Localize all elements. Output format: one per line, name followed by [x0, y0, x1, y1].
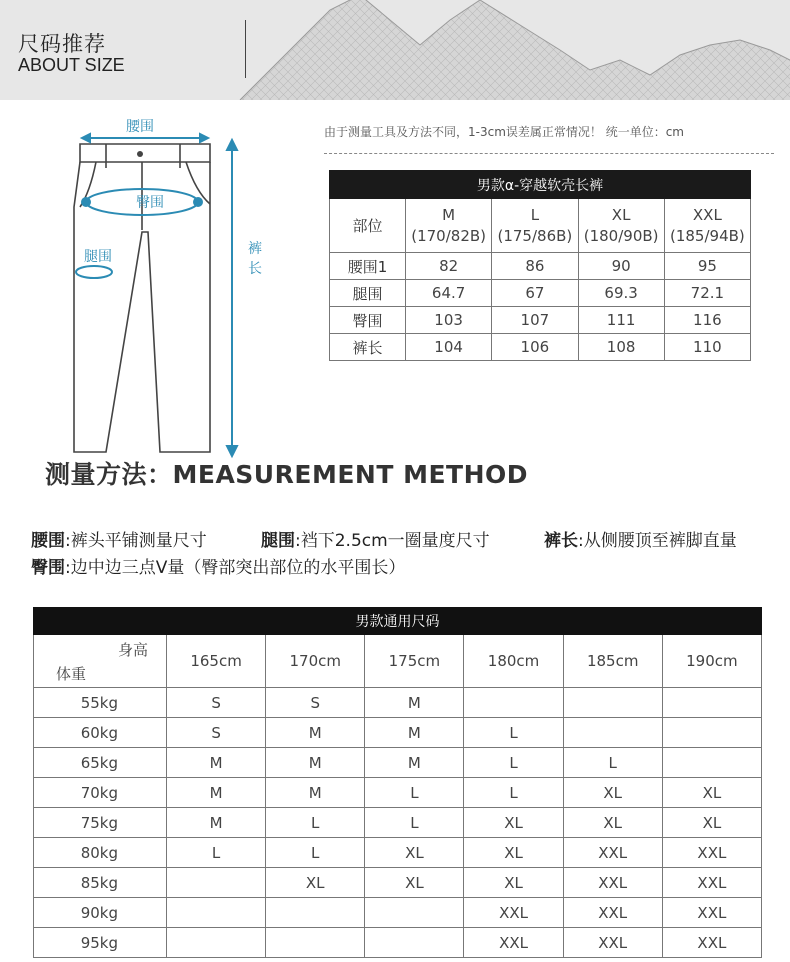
- size-cell: M: [167, 748, 266, 778]
- table-row: [330, 334, 751, 361]
- product-size-table: [329, 170, 751, 361]
- size-cell: L: [266, 808, 365, 838]
- weight-axis-label: 体重: [56, 665, 87, 683]
- page-title-en: ABOUT SIZE: [18, 55, 125, 75]
- size-cell: M: [365, 748, 464, 778]
- height-header: 175cm: [365, 635, 464, 688]
- banner-divider: [245, 20, 246, 78]
- thigh-label: 腿围: [84, 249, 112, 265]
- row-label: 腿围: [330, 280, 406, 307]
- size-cell: [266, 928, 365, 958]
- size-cell: [365, 898, 464, 928]
- size-header: XXL (185/94B): [664, 199, 750, 253]
- size-cell: XL: [662, 778, 761, 808]
- size-cell: [662, 718, 761, 748]
- size-header: M (170/82B): [406, 199, 492, 253]
- size-cell: XXL: [563, 838, 662, 868]
- note-divider: [324, 153, 774, 154]
- size-cell: L: [167, 838, 266, 868]
- table-row: [34, 928, 762, 958]
- table-row: [330, 280, 751, 307]
- height-header: 170cm: [266, 635, 365, 688]
- row-label: 腰围1: [330, 253, 406, 280]
- table-cell: 107: [492, 307, 578, 334]
- method-hip-label: 臀围: [31, 558, 65, 578]
- size-cell: XXL: [662, 898, 761, 928]
- table-cell: 110: [664, 334, 750, 361]
- size-cell: XXL: [563, 868, 662, 898]
- table-cell: 106: [492, 334, 578, 361]
- row-label: 臀围: [330, 307, 406, 334]
- size-cell: [365, 928, 464, 958]
- table-corner-label: 部位: [330, 199, 406, 253]
- size-cell: M: [365, 718, 464, 748]
- size-cell: [464, 688, 563, 718]
- size-cell: XL: [464, 808, 563, 838]
- size-cell: XXL: [464, 928, 563, 958]
- size-cell: XXL: [662, 868, 761, 898]
- size-cell: XL: [464, 868, 563, 898]
- size-cell: XL: [464, 838, 563, 868]
- table-cell: 108: [578, 334, 664, 361]
- size-cell: XXL: [662, 928, 761, 958]
- table-cell: 95: [664, 253, 750, 280]
- weight-label: 90kg: [34, 898, 167, 928]
- general-size-table: [33, 607, 762, 958]
- table-row: [34, 748, 762, 778]
- pants-diagram: [60, 112, 260, 466]
- pants-outline-icon: [60, 112, 260, 462]
- table-row: [330, 307, 751, 334]
- table-cell: 90: [578, 253, 664, 280]
- table-row: [34, 868, 762, 898]
- size-cell: M: [167, 778, 266, 808]
- table-corner: [34, 635, 167, 688]
- size-cell: M: [167, 808, 266, 838]
- size-cell: [662, 688, 761, 718]
- size-cell: S: [266, 688, 365, 718]
- method-length-text: :从侧腰顶至裤脚直量: [578, 531, 737, 551]
- height-axis-label: 身高: [117, 641, 148, 659]
- height-header: 185cm: [563, 635, 662, 688]
- size-cell: [266, 898, 365, 928]
- size-cell: [662, 748, 761, 778]
- general-table-title: 男款通用尺码: [34, 608, 762, 635]
- size-cell: XXL: [464, 898, 563, 928]
- table-row: [330, 253, 751, 280]
- size-cell: L: [563, 748, 662, 778]
- height-header: 190cm: [662, 635, 761, 688]
- size-cell: L: [464, 718, 563, 748]
- size-cell: M: [266, 778, 365, 808]
- size-cell: XL: [266, 868, 365, 898]
- table-row: [34, 808, 762, 838]
- weight-label: 75kg: [34, 808, 167, 838]
- table-cell: 64.7: [406, 280, 492, 307]
- height-header: 165cm: [167, 635, 266, 688]
- size-cell: XL: [365, 838, 464, 868]
- size-cell: XXL: [563, 928, 662, 958]
- table-cell: 69.3: [578, 280, 664, 307]
- table-row: [34, 718, 762, 748]
- weight-label: 80kg: [34, 838, 167, 868]
- method-waist-text: :裤头平铺测量尺寸: [65, 531, 207, 551]
- size-cell: [167, 928, 266, 958]
- page-title-cn: 尺码推荐: [18, 32, 106, 56]
- size-cell: XXL: [563, 898, 662, 928]
- size-header: L (175/86B): [492, 199, 578, 253]
- size-cell: L: [464, 778, 563, 808]
- table-row: [34, 898, 762, 928]
- table-row: [34, 838, 762, 868]
- weight-label: 60kg: [34, 718, 167, 748]
- weight-label: 70kg: [34, 778, 167, 808]
- size-header: XL (180/90B): [578, 199, 664, 253]
- size-cell: XL: [563, 808, 662, 838]
- method-length-label: 裤长: [544, 531, 578, 551]
- weight-label: 65kg: [34, 748, 167, 778]
- size-cell: [563, 718, 662, 748]
- size-cell: L: [464, 748, 563, 778]
- table-row: [34, 688, 762, 718]
- mountain-wireframe-graphic: [0, 0, 790, 100]
- table-cell: 103: [406, 307, 492, 334]
- size-cell: XXL: [662, 838, 761, 868]
- table-cell: 104: [406, 334, 492, 361]
- size-cell: XL: [563, 778, 662, 808]
- waist-label: 腰围: [126, 119, 154, 135]
- size-cell: M: [266, 748, 365, 778]
- size-cell: [167, 898, 266, 928]
- size-cell: [563, 688, 662, 718]
- table-cell: 82: [406, 253, 492, 280]
- table-cell: 67: [492, 280, 578, 307]
- table-cell: 86: [492, 253, 578, 280]
- method-title: 测量方法：MEASUREMENT METHOD: [45, 460, 529, 489]
- table-cell: 116: [664, 307, 750, 334]
- measurement-note: 由于测量工具及方法不同，1-3cm误差属正常情况！ 统一单位：cm: [324, 125, 684, 139]
- size-cell: S: [167, 718, 266, 748]
- weight-label: 55kg: [34, 688, 167, 718]
- table-cell: 72.1: [664, 280, 750, 307]
- weight-label: 95kg: [34, 928, 167, 958]
- method-thigh-text: :裆下2.5cm一圈量度尺寸: [295, 531, 490, 551]
- height-header: 180cm: [464, 635, 563, 688]
- size-cell: M: [365, 688, 464, 718]
- method-length: [544, 526, 737, 551]
- size-cell: L: [365, 778, 464, 808]
- size-cell: [167, 868, 266, 898]
- size-cell: L: [365, 808, 464, 838]
- weight-label: 85kg: [34, 868, 167, 898]
- general-table-body: [34, 688, 762, 958]
- size-cell: M: [266, 718, 365, 748]
- method-hip: [31, 553, 405, 578]
- method-thigh: [261, 526, 490, 551]
- method-thigh-label: 腿围: [261, 531, 295, 551]
- method-waist: [31, 526, 207, 551]
- size-cell: XL: [365, 868, 464, 898]
- size-cell: XL: [662, 808, 761, 838]
- size-cell: S: [167, 688, 266, 718]
- hip-label: 臀围: [136, 195, 164, 211]
- product-table-title: 男款α-穿越软壳长裤: [330, 171, 751, 199]
- method-waist-label: 腰围: [31, 531, 65, 551]
- method-hip-text: :边中边三点V量（臀部突出部位的水平围长）: [65, 558, 406, 578]
- length-label: 裤长: [248, 241, 262, 277]
- size-cell: L: [266, 838, 365, 868]
- header-banner: [0, 0, 790, 100]
- table-row: [34, 778, 762, 808]
- row-label: 裤长: [330, 334, 406, 361]
- table-cell: 111: [578, 307, 664, 334]
